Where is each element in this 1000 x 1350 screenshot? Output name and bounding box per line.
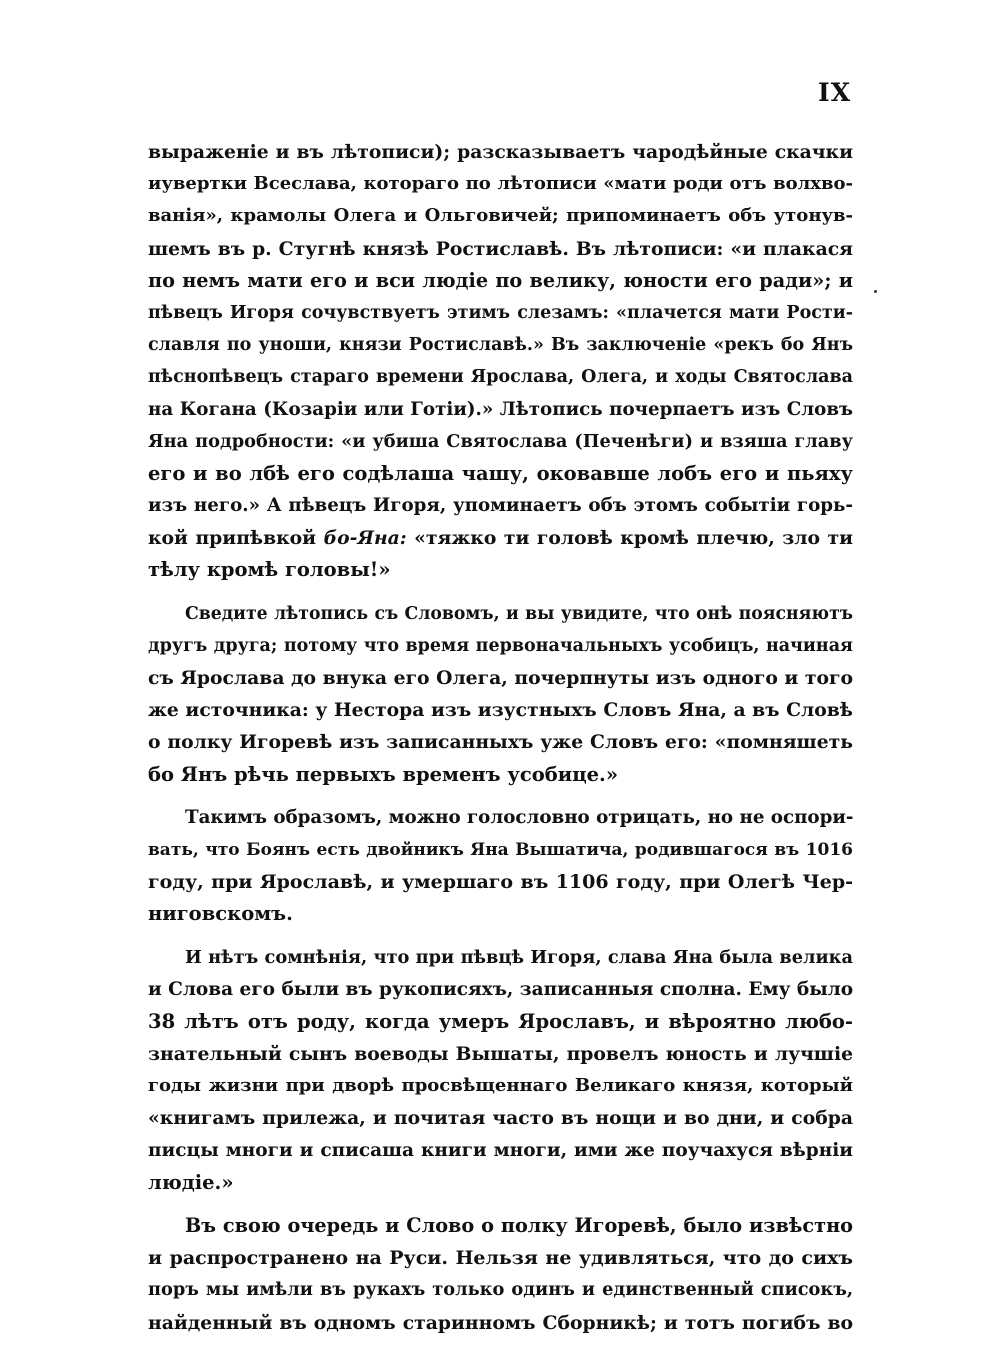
text-line: И нѣтъ сомнѣнія, что при пѣвцѣ Игоря, слава Яна была велика <box>185 946 853 968</box>
text-line: бо Янъ рѣчь первыхъ временъ усобице.» <box>148 762 619 786</box>
text-line: и Слова его были въ рукописяхъ, записанныя сполна. Ему было <box>148 978 854 1000</box>
text-line: поръ мы имѣли въ рукахъ только одинъ и единственный списокъ, <box>148 1279 853 1301</box>
text-line: его и во лбѣ его содѣлаша чашу, оковавше лобъ его и пьяху <box>148 461 853 485</box>
text-line: славля по уноши, князи Ростиславѣ.» Въ заключеніе «рекъ бо Янъ <box>148 335 853 356</box>
text-line: Такимъ образомъ, можно голословно отрицать, но не оспори- <box>185 806 854 828</box>
body-text <box>148 136 853 1350</box>
text-line: выраженіе и въ лѣтописи); разсказываетъ чародѣйные скачки <box>148 141 853 163</box>
text-line: и распространено на Руси. Нельзя не удивляться, что до сихъ <box>148 1247 853 1270</box>
text-line: шемъ въ р. Стугнѣ князѣ Ростиславѣ. Въ лѣтописи: «и плакася <box>148 237 853 260</box>
paragraph-3 <box>148 802 853 931</box>
margin-mark <box>874 290 877 293</box>
text-line: иувертки Всеслава, котораго по лѣтописи «мати роди отъ волхво- <box>148 173 853 195</box>
text-line: знательный сынъ воеводы Вышаты, провелъ юность и лучшіе <box>148 1043 853 1066</box>
text-line: другъ друга; потому что время первоначальныхъ усобицъ, начиная <box>148 635 853 656</box>
page-number: IX <box>818 78 852 107</box>
text-line: вать, что Боянъ есть двойникъ Яна Вышатича, родившагося въ 1016 <box>148 839 853 860</box>
text-line: годы жизни при дворѣ просвѣщеннаго Великаго князя, который <box>148 1075 853 1097</box>
text-line: Сведите лѣтопись съ Словомъ, и вы увидите, что онѣ поясняютъ <box>185 603 853 624</box>
paragraph-5 <box>148 1210 853 1339</box>
paragraph-2 <box>148 598 853 791</box>
text-line: кой припѣвкой бо-Яна: «тяжко ти головѣ кромѣ плечю, зло ти <box>148 527 853 550</box>
paragraph-4 <box>148 942 853 1200</box>
text-line: ниговскомъ. <box>148 902 293 926</box>
paragraph-1 <box>148 136 853 587</box>
text-line: Яна подробности: «и убиша Святослава (Печенѣги) и взяша главу <box>148 430 853 452</box>
text-line: найденный въ одномъ старинномъ Сборникѣ; и тотъ погибъ во <box>148 1311 853 1334</box>
text-line: съ Ярослава до внука его Олега, почерпнуты изъ одного и того <box>148 667 853 689</box>
text-line: изъ него.» А пѣвецъ Игоря, упоминаетъ объ этомъ событіи горь- <box>148 495 853 517</box>
text-line: по немъ мати его и вси людіе по велику, юности его ради»; и <box>148 268 853 292</box>
text-line: людіе.» <box>148 1170 234 1194</box>
text-line: «книгамъ прилежа, и почитая часто въ нощи и во дни, и собра <box>148 1107 853 1130</box>
text-line: году, при Ярославѣ, и умершаго въ 1106 году, при Олегѣ Чер- <box>148 871 853 894</box>
text-line: Въ свою очередь и Слово о полку Игоревѣ, было извѣстно <box>185 1214 853 1237</box>
text-line: тѣлу кромѣ головы!» <box>148 558 391 582</box>
text-line: о полку Игоревѣ изъ записанныхъ уже Словъ его: «помняшеть <box>148 731 853 754</box>
text-line: пѣвецъ Игоря сочувствуетъ этимъ слезамъ: «плачется мати Рости- <box>148 302 853 323</box>
text-line: на Когана (Козаріи или Готіи).» Лѣтопись почерпаетъ изъ Словъ <box>148 398 853 420</box>
italic-name: бо-Яна: <box>323 527 407 550</box>
text-line: же источника: у Нестора изъ изустныхъ Словъ Яна, а въ Словѣ <box>148 699 853 722</box>
text-line: 38 лѣтъ отъ роду, когда умеръ Ярославъ, и вѣроятно любо- <box>148 1009 853 1033</box>
text-line: писцы многи и списаша книги многи, ими же поучахуся вѣрніи <box>148 1139 853 1161</box>
text-line: пѣснопѣвецъ стараго времени Ярослава, Олега, и ходы Святослава <box>148 367 853 388</box>
text-line: ванія», крамолы Олега и Ольговичей; припоминаетъ объ утонув- <box>148 205 853 227</box>
